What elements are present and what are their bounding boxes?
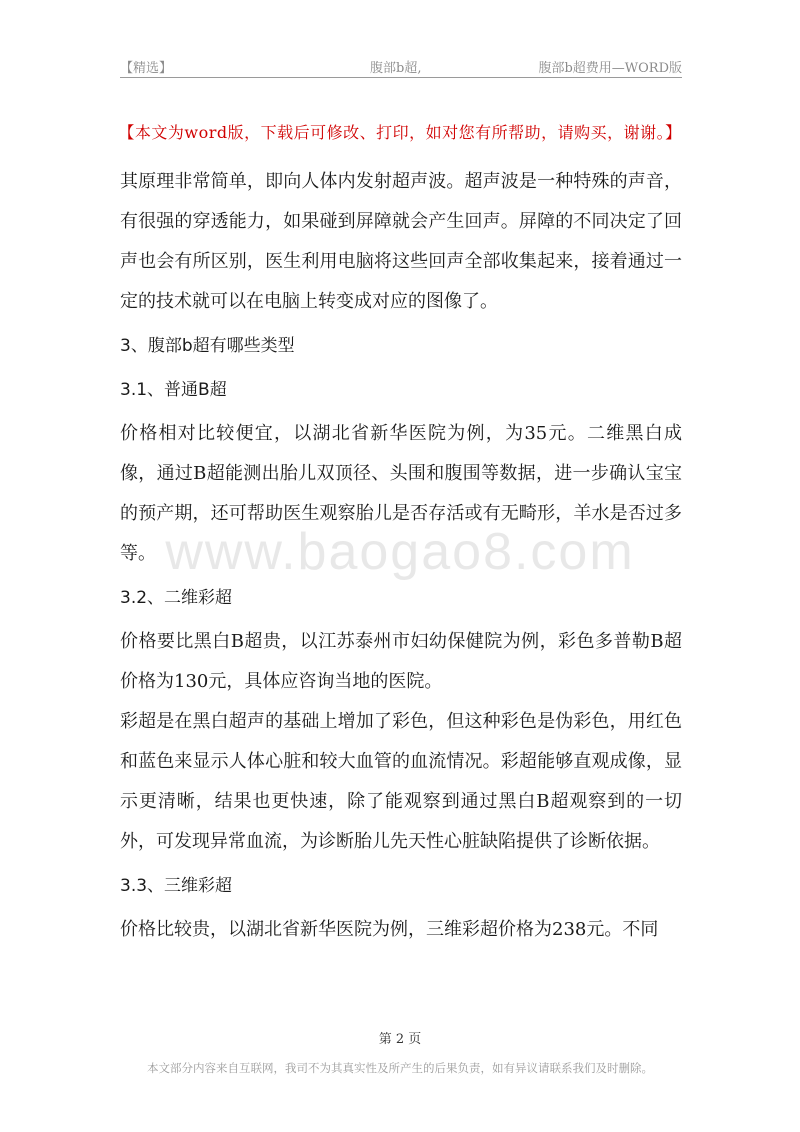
header-right-title: 腹部b超费用—WORD版: [538, 61, 682, 76]
section-3-2-heading: 3.2、二维彩超: [120, 588, 233, 608]
section-3-3-heading: 3.3、三维彩超: [120, 876, 233, 896]
intro-paragraph: 其原理非常简单，即向人体内发射超声波。超声波是一种特殊的声音，有很强的穿透能力，如果碰到屏障就会产生回声。屏障的不同决定了回声也会有所区别，医生利用电脑将这些回声全部收集起来，接着通过一定的技术就可以在电脑上转变成对应的图像了。: [120, 171, 682, 312]
section-3-1-body: 价格相对比较便宜，以湖北省新华医院为例，为35元。二维黑白成像，通过B超能测出胎儿双顶径、头围和腹围等数据，进一步确认宝宝的预产期，还可帮助医生观察胎儿是否存活或有无畸形，羊水是否过多等。: [120, 423, 682, 564]
header-center-title: 腹部b超,: [370, 61, 422, 76]
page-header: [120, 57, 682, 78]
section-3-2-body-1: 价格要比黑白B超贵，以江苏泰州市妇幼保健院为例，彩色多普勒B超价格为130元，具体应咨询当地的医院。: [120, 631, 682, 692]
watermark: www.baogao8.com: [165, 523, 635, 581]
page-number: 第 2 页: [378, 1032, 422, 1047]
section-3-1-heading: 3.1、普通B超: [120, 380, 227, 400]
document-body: [120, 162, 682, 950]
section-3-3-body: 价格比较贵，以湖北省新华医院为例，三维彩超价格为238元。不同: [120, 919, 659, 940]
section-3-heading: 3、腹部b超有哪些类型: [120, 336, 295, 356]
footer-disclaimer: 本文部分内容来自互联网，我司不为其真实性及所产生的后果负责，如有异议请联系我们及时删除。: [147, 1061, 653, 1075]
purchase-notice: 【本文为word版，下载后可修改、打印，如对您有所帮助，请购买，谢谢。】: [118, 123, 682, 142]
header-left-label: 【精选】: [120, 61, 173, 76]
section-3-2-body-2: 彩超是在黑白超声的基础上增加了彩色，但这种彩色是伪彩色，用红色和蓝色来显示人体心脏和较大血管的血流情况。彩超能够直观成像，显示更清晰，结果也更快速，除了能观察到通过黑白B超观察到的一切外，可发现异常血流，为诊断胎儿先天性心脏缺陷提供了诊断依据。: [120, 711, 682, 852]
